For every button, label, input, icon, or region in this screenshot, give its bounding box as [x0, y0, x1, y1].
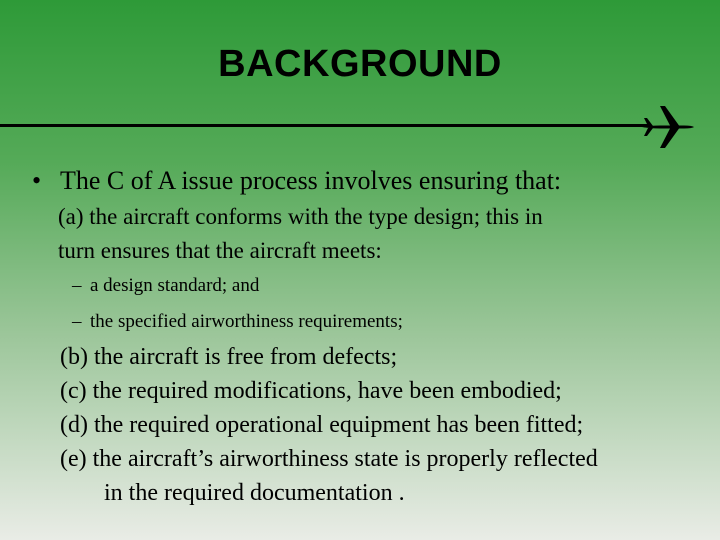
dash-marker: –	[72, 311, 82, 332]
sub-item	[72, 273, 259, 299]
list-item-c: (c) the required modifications, have been embodied;	[60, 378, 562, 404]
bullet-marker: •	[32, 166, 42, 195]
sub-item-text: the specified airworthiness requirements;	[90, 311, 403, 332]
main-bullet-text: The C of A issue process involves ensuring that:	[60, 166, 562, 195]
sub-item	[72, 309, 403, 335]
item-a-line2: turn ensures that the aircraft meets:	[58, 238, 382, 263]
list-item-e: (e) the aircraft’s airworthiness state is properly reflected	[60, 446, 598, 472]
item-a-line1: (a) the aircraft conforms with the type design; this in	[58, 204, 543, 229]
item-a	[58, 200, 708, 268]
list-item-b: (b) the aircraft is free from defects;	[60, 344, 398, 370]
dash-marker: –	[72, 275, 82, 296]
slide-title: BACKGROUND	[218, 43, 502, 85]
sub-item-text: a design standard; and	[90, 275, 260, 296]
items-list	[60, 340, 710, 510]
list-item-e-continuation: in the required documentation .	[104, 480, 405, 506]
list-item-d: (d) the required operational equipment has been fitted;	[60, 412, 584, 438]
main-bullet	[32, 164, 561, 198]
